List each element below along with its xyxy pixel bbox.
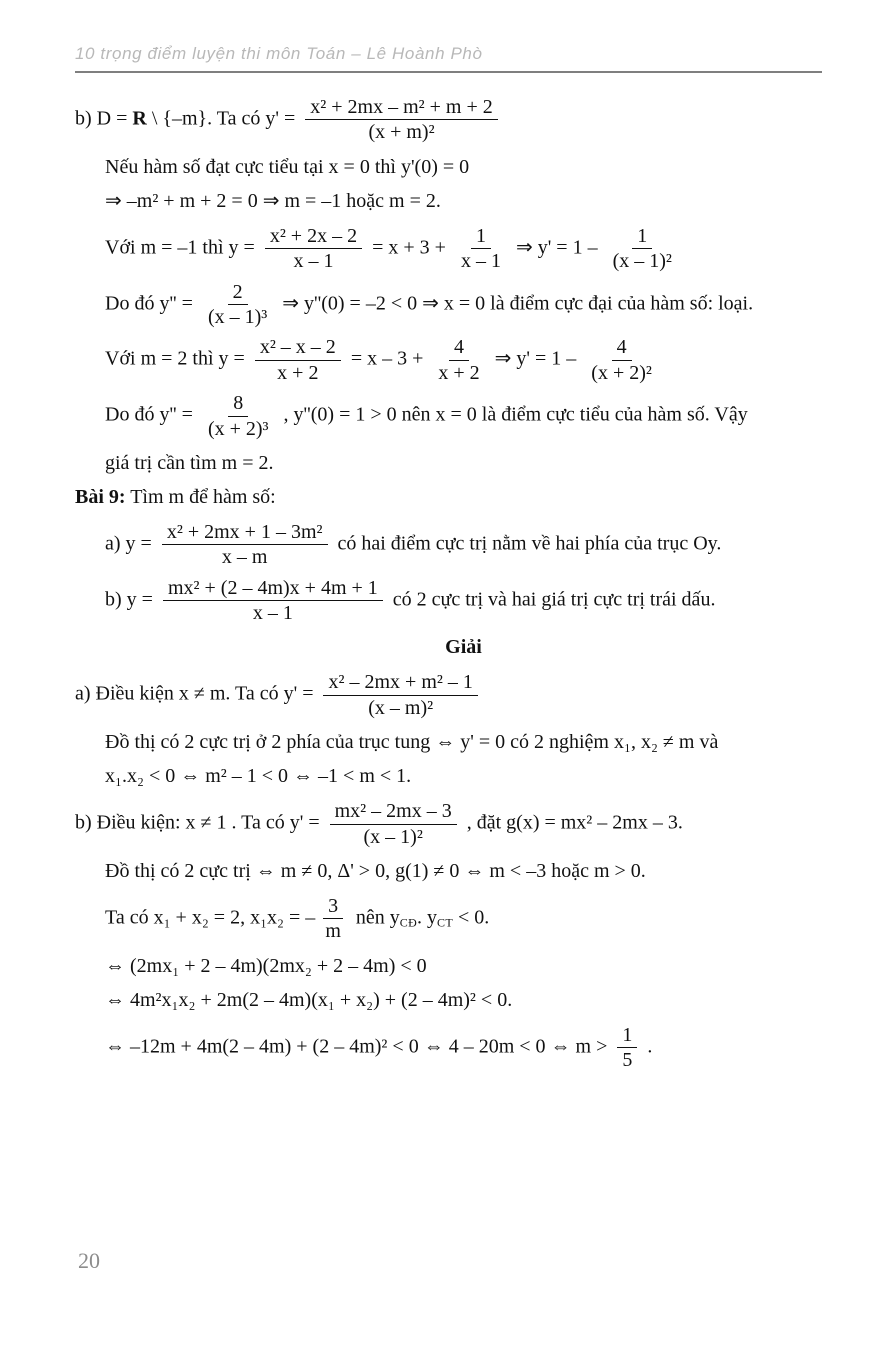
fraction-denominator: (x – 1)²: [612, 250, 672, 273]
running-header: [75, 44, 822, 73]
text-run: có hai điểm cực trị nằm về hai phía của trục Oy.: [332, 532, 722, 555]
text-run: Giải: [445, 636, 482, 659]
text-run: Nếu hàm số đạt cực tiểu tại x = 0 thì y'(0) = 0: [105, 155, 470, 178]
document-line: [75, 155, 852, 180]
fraction-numerator: 8: [228, 392, 248, 416]
fraction-numerator: x² – 2mx + m² – 1: [323, 671, 477, 695]
document-line: [75, 519, 852, 571]
fraction-denominator: m: [325, 920, 341, 943]
header-title: 10 trọng điểm luyện thi môn Toán – Lê Hoành Phò: [75, 44, 483, 63]
fraction-denominator: (x – m)²: [368, 696, 434, 719]
page-number: 20: [78, 1248, 100, 1273]
document-line: [75, 954, 852, 979]
document-line: [75, 189, 852, 214]
text-run: Đồ thị có 2 cực trị ⇔ m ≠ 0, Δ' > 0, g(1) ≠ 0 ⇔ m < –3 hoặc m > 0.: [105, 860, 646, 883]
text-run: a) Điều kiện x ≠ m. Ta có y' =: [75, 682, 319, 705]
fraction-numerator: 4: [612, 336, 632, 360]
fraction: [433, 336, 484, 384]
text-run: b) D =: [75, 107, 133, 130]
fraction-numerator: x² – x – 2: [255, 336, 341, 360]
text-run: . y: [417, 906, 438, 929]
document-line: [75, 764, 852, 789]
fraction: [617, 1024, 637, 1072]
fraction-numerator: x² + 2mx + 1 – 3m²: [162, 521, 328, 545]
document-line: [75, 669, 852, 721]
text-run: ⇔ 4m²x₁x₂ + 2m(2 – 4m)(x₁ + x₂) + (2 – 4m)² < 0.: [105, 988, 513, 1011]
text-run: b) y =: [105, 588, 158, 611]
text-run: ⇒ y''(0) = –2 < 0 ⇒ x = 0 là điểm cực đại của hàm số: loại.: [277, 292, 754, 315]
document-line: [75, 485, 852, 510]
text-run: Đồ thị có 2 cực trị ở 2 phía của trục tung ⇔ y' = 0 có 2 nghiệm x₁, x₂ ≠ m và: [105, 731, 719, 754]
document-line: [75, 635, 852, 660]
fraction-denominator: x – m: [221, 546, 268, 569]
fraction-numerator: 1: [632, 225, 652, 249]
text-run: = x – 3 +: [345, 347, 429, 370]
fraction: [265, 225, 362, 273]
fraction-denominator: (x – 1)³: [207, 305, 268, 328]
text-run: b) Điều kiện: x ≠ 1 . Ta có y' =: [75, 811, 325, 834]
text-run: .: [642, 1035, 653, 1058]
text-run: , đặt g(x) = mx² – 2mx – 3.: [461, 811, 683, 834]
text-run: nên y: [350, 906, 400, 929]
text-run: Bài 9:: [75, 485, 126, 508]
text-run: CT: [437, 915, 453, 930]
fraction-denominator: (x + 2)²: [591, 361, 652, 384]
fraction-denominator: x + 2: [438, 361, 480, 384]
fraction-numerator: 3: [323, 895, 343, 919]
text-run: a) y =: [105, 532, 157, 555]
fraction-numerator: mx² – 2mx – 3: [330, 800, 457, 824]
document-line: [75, 390, 852, 442]
text-run: , y''(0) = 1 > 0 nên x = 0 là điểm cực tiểu của hàm số. Vậy: [278, 403, 748, 426]
text-run: Do đó y'' =: [105, 292, 198, 315]
document-line: [75, 730, 852, 755]
document-line: [75, 575, 852, 627]
fraction-numerator: x² + 2mx – m² + m + 2: [305, 96, 498, 120]
text-run: ⇔ (2mx₁ + 2 – 4m)(2mx₂ + 2 – 4m) < 0: [105, 954, 427, 977]
fraction: [323, 671, 477, 719]
document-line: [75, 94, 852, 146]
text-run: x₁.x₂ < 0 ⇔ m² – 1 < 0 ⇔ –1 < m < 1.: [105, 765, 412, 788]
text-run: ⇒ y' = 1 –: [510, 236, 603, 259]
document-line: [75, 1022, 852, 1074]
text-run: ⇒ –m² + m + 2 = 0 ⇒ m = –1 hoặc m = 2.: [105, 189, 441, 212]
text-run: ⇒ y' = 1 –: [489, 347, 582, 370]
fraction-numerator: 4: [449, 336, 469, 360]
fraction-denominator: 5: [622, 1049, 633, 1072]
text-run: ⇔ –12m + 4m(2 – 4m) + (2 – 4m)² < 0 ⇔ 4 – 20m < 0 ⇔ m >: [105, 1035, 613, 1058]
text-run: giá trị cần tìm m = 2.: [105, 451, 274, 474]
document-line: [75, 223, 852, 275]
fraction: [162, 521, 328, 569]
text-run: < 0.: [452, 906, 490, 929]
fraction-denominator: (x – 1)²: [363, 825, 423, 848]
document-line: [75, 334, 852, 386]
document-line: [75, 798, 852, 850]
fraction-denominator: (x + 2)³: [207, 417, 269, 440]
fraction: [320, 895, 346, 943]
fraction: [456, 225, 506, 273]
text-run: Do đó y'' =: [105, 403, 198, 426]
text-run: R: [132, 107, 147, 130]
fraction-denominator: x – 1: [252, 602, 293, 625]
document-line: [75, 893, 852, 945]
text-run: Với m = –1 thì y =: [105, 236, 260, 259]
text-run: có 2 cực trị và hai giá trị cực trị trái dấu.: [387, 588, 716, 611]
fraction-denominator: x – 1: [460, 250, 501, 273]
document-line: [75, 988, 852, 1013]
fraction-denominator: x – 1: [293, 250, 334, 273]
fraction-numerator: 2: [228, 281, 248, 305]
fraction: [255, 336, 341, 384]
fraction: [203, 281, 272, 329]
text-run: \ {–m}. Ta có y' =: [146, 107, 301, 130]
text-run: CĐ: [399, 915, 418, 930]
fraction-numerator: x² + 2x – 2: [265, 225, 362, 249]
document-line: [75, 451, 852, 476]
document-line: [75, 859, 852, 884]
fraction: [586, 336, 657, 384]
fraction-numerator: mx² + (2 – 4m)x + 4m + 1: [163, 577, 383, 601]
text-run: = x + 3 +: [367, 236, 451, 259]
text-run: Với m = 2 thì y =: [105, 347, 250, 370]
fraction-denominator: x + 2: [277, 361, 319, 384]
document-line: [75, 279, 852, 331]
document-body: [75, 90, 852, 1078]
fraction-denominator: (x + m)²: [368, 121, 435, 144]
text-run: Tìm m để hàm số:: [125, 485, 276, 508]
fraction: [163, 577, 383, 625]
fraction: [305, 96, 498, 144]
fraction-numerator: 1: [471, 225, 491, 249]
fraction: [608, 225, 677, 273]
fraction: [203, 392, 274, 440]
text-run: Ta có x₁ + x₂ = 2, x₁x₂ = –: [105, 906, 316, 929]
fraction-numerator: 1: [617, 1024, 637, 1048]
fraction: [330, 800, 457, 848]
